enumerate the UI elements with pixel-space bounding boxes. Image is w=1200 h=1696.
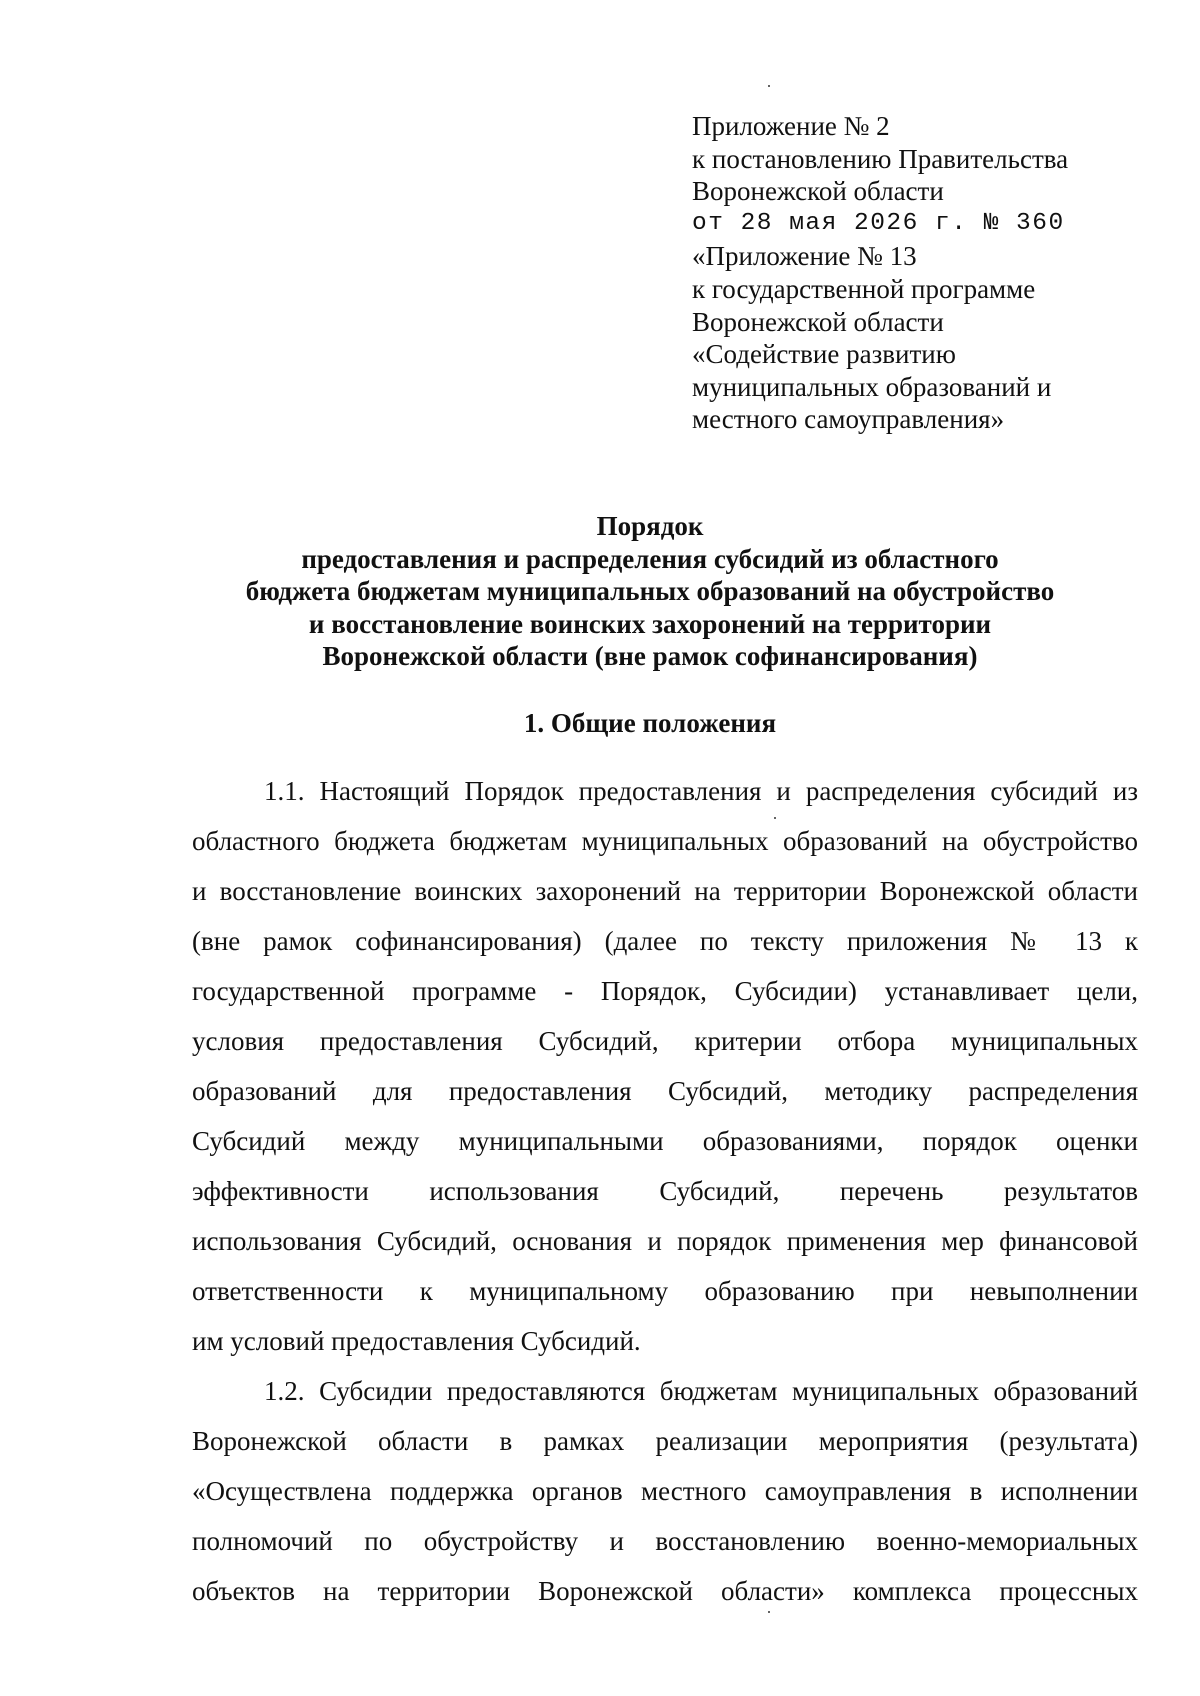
paragraph-line: условия предоставления Субсидий, критерии отбора муниципальных — [192, 1026, 1138, 1056]
paragraph-line: полномочий по обустройству и восстановлению военно-мемориальных — [192, 1526, 1138, 1556]
appendix-line: муниципальных образований и — [692, 371, 1052, 402]
appendix-line: Приложение № 2 — [692, 111, 890, 141]
title-line: предоставления и распределения субсидий из областного — [301, 543, 999, 574]
paragraph-line: объектов на территории Воронежской области» комплекса процессных — [192, 1576, 1138, 1606]
paragraph-line: и восстановление воинских захоронений на территории Воронежской области — [192, 876, 1138, 906]
appendix-header — [692, 110, 1182, 436]
scan-speck — [768, 85, 770, 87]
registration-stamp: от 28 мая 2026 г. № 360 — [692, 209, 1065, 237]
paragraph-line: областного бюджета бюджетам муниципальных образований на обустройство — [192, 826, 1138, 856]
appendix-line: к государственной программе — [692, 273, 1036, 304]
paragraph-line: Субсидий между муниципальными образованиями, порядок оценки — [192, 1126, 1138, 1156]
paragraph-line: эффективности использования Субсидий, перечень результатов — [192, 1176, 1138, 1206]
paragraph-line: 1.1. Настоящий Порядок предоставления и распределения субсидий из — [264, 776, 1138, 806]
paragraph-line: образований для предоставления Субсидий, методику распределения — [192, 1076, 1138, 1106]
appendix-line: Воронежской области — [692, 176, 944, 207]
document-title — [0, 510, 1200, 673]
appendix-line: «Содействие развитию — [692, 339, 956, 370]
paragraph-line: ответственности к муниципальному образованию при невыполнении — [192, 1276, 1138, 1306]
appendix-line: к постановлению Правительства — [692, 143, 1069, 174]
paragraph-line: Воронежской области в рамках реализации мероприятия (результата) — [192, 1426, 1138, 1456]
title-line: бюджета бюджетам муниципальных образований на обустройство — [245, 576, 1055, 606]
appendix-line: «Приложение № 13 — [692, 241, 917, 272]
title-line: Порядок — [596, 511, 704, 541]
paragraph-line: (вне рамок софинансирования) (далее по тексту приложения № 13 к — [192, 926, 1138, 956]
paragraph-line: им условий предоставления Субсидий. — [192, 1326, 641, 1356]
paragraph-line: государственной программе - Порядок, Субсидии) устанавливает цели, — [192, 976, 1138, 1006]
body-text — [192, 766, 1138, 1616]
paragraph-line: использования Субсидий, основания и порядок применения мер финансовой — [192, 1226, 1138, 1256]
paragraph-line: 1.2. Субсидии предоставляются бюджетам муниципальных образований — [264, 1376, 1138, 1406]
title-line: и восстановление воинских захоронений на территории — [308, 608, 992, 639]
section-heading: 1. Общие положения — [523, 708, 777, 738]
appendix-line: местного самоуправления» — [692, 404, 1005, 435]
title-line: Воронежской области (вне рамок софинансирования) — [322, 641, 978, 671]
paragraph-line: «Осуществлена поддержка органов местного самоуправления в исполнении — [192, 1476, 1138, 1506]
appendix-line: Воронежской области — [692, 306, 944, 337]
